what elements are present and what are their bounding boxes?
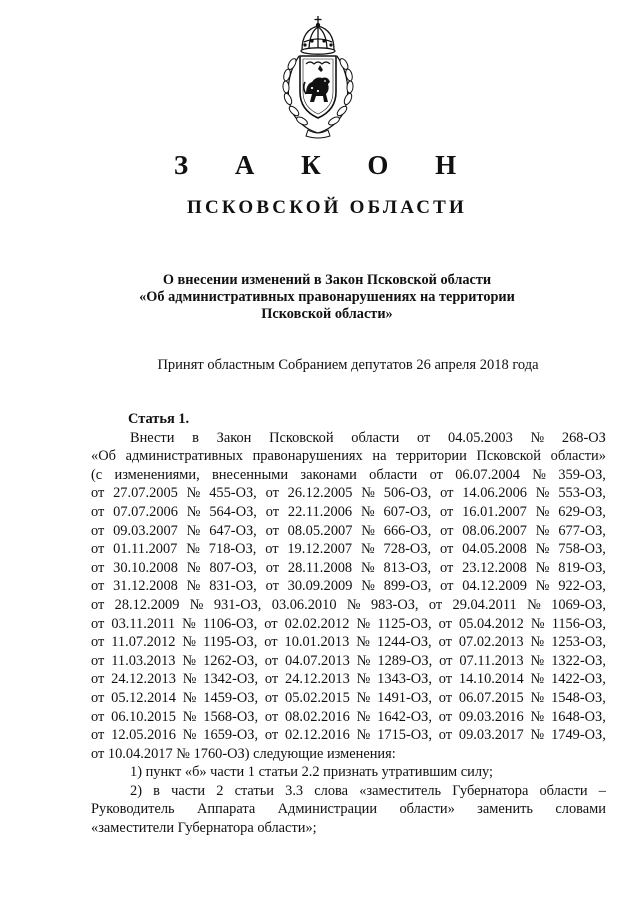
word: №	[535, 559, 550, 576]
word: 1648-ОЗ,	[551, 708, 606, 725]
word: «заместитель	[359, 782, 442, 799]
word: Внести	[130, 429, 175, 446]
word: 1289-ОЗ,	[377, 652, 433, 669]
word: 02.02.2012	[284, 615, 350, 632]
word: №	[186, 541, 200, 558]
text-line	[91, 633, 606, 652]
word: Закон	[216, 429, 252, 446]
word: от	[91, 634, 105, 651]
word: 629-ОЗ,	[558, 503, 606, 520]
word: 08.06.2007	[462, 522, 527, 539]
word: 1069-ОЗ,	[551, 596, 606, 613]
word: 09.03.2016	[458, 708, 524, 725]
word: №	[360, 503, 375, 520]
word: в	[192, 429, 199, 446]
word: 647-ОЗ,	[209, 522, 257, 539]
item-2-text-line: «заместители Губернатора области»;	[91, 820, 317, 837]
word: №	[186, 578, 201, 595]
word: Губернатора	[452, 782, 529, 799]
word: 24.12.2013	[285, 671, 350, 688]
word: изменениями,	[114, 466, 200, 483]
word: 11.03.2013	[111, 652, 176, 669]
word: №	[356, 634, 370, 651]
word: от	[439, 559, 454, 576]
word: 2)	[130, 782, 142, 799]
text-line	[91, 466, 606, 485]
word: «Об	[91, 448, 116, 465]
word: в	[153, 782, 160, 799]
word: 07.02.2013	[458, 634, 524, 651]
word: 666-ОЗ,	[383, 522, 432, 539]
word: от	[265, 559, 280, 576]
text-line	[91, 484, 606, 503]
word: 1491-ОЗ,	[377, 689, 432, 706]
word: 1195-ОЗ,	[203, 634, 258, 651]
word: от	[440, 522, 454, 539]
word: 08.05.2007	[287, 522, 353, 539]
word: 553-ОЗ,	[558, 485, 606, 502]
word: 359-ОЗ,	[558, 466, 606, 483]
word: №	[361, 485, 375, 502]
word: 455-ОЗ,	[209, 485, 257, 502]
word: от	[91, 578, 105, 595]
word: от	[438, 671, 453, 688]
word: от	[438, 615, 452, 632]
text-line	[91, 559, 606, 578]
word: Псковской	[476, 448, 541, 465]
word: 04.07.2013	[285, 652, 350, 669]
word: 1548-ОЗ,	[551, 689, 606, 706]
item-2-text	[91, 782, 606, 819]
text-line	[91, 782, 606, 801]
word: 1343-ОЗ,	[377, 671, 432, 688]
word: 10.01.2013	[284, 634, 350, 651]
word: 1262-ОЗ,	[203, 652, 258, 669]
word: №	[532, 466, 546, 483]
word: (с	[91, 466, 103, 483]
word: от	[438, 689, 453, 706]
word: №	[182, 708, 197, 725]
word: области	[351, 429, 400, 446]
word: 268-ОЗ	[561, 429, 606, 446]
word: №	[535, 503, 550, 520]
word: статьи	[234, 782, 274, 799]
word: №	[361, 522, 375, 539]
text-line	[91, 596, 606, 615]
word: №	[356, 652, 371, 669]
text-line	[91, 447, 606, 466]
word: от	[91, 671, 105, 688]
word: 02.12.2016	[285, 727, 350, 744]
word: области	[539, 782, 588, 799]
word: Аппарата	[196, 801, 256, 818]
word: 07.07.2006	[113, 503, 178, 520]
word: №	[356, 708, 371, 725]
word: от	[264, 652, 279, 669]
word: от	[264, 689, 279, 706]
word: 983-ОЗ,	[370, 596, 419, 613]
text-line	[91, 503, 606, 522]
word: 564-ОЗ,	[209, 503, 257, 520]
word: №	[182, 634, 197, 651]
word: от	[428, 596, 443, 613]
word: 06.07.2004	[455, 466, 520, 483]
word: 813-ОЗ,	[383, 559, 432, 576]
text-line	[91, 540, 606, 559]
word: от	[438, 727, 453, 744]
word: 22.11.2006	[287, 503, 353, 520]
word: 506-ОЗ,	[383, 485, 432, 502]
word: 1659-ОЗ,	[203, 727, 259, 744]
word: 04.05.2008	[462, 541, 527, 558]
word: 16.01.2007	[462, 503, 527, 520]
word: от	[91, 503, 105, 520]
word: от	[265, 541, 279, 558]
text-line	[91, 652, 606, 671]
word: от	[265, 485, 279, 502]
word: от	[91, 727, 105, 744]
word: 24.12.2013	[111, 671, 176, 688]
word: от	[439, 503, 454, 520]
word: 05.12.2014	[111, 689, 176, 706]
word: №	[535, 541, 550, 558]
word: 2	[216, 782, 224, 799]
word: №	[356, 671, 371, 688]
word: №	[530, 671, 545, 688]
text-line	[91, 708, 606, 727]
word: 07.11.2013	[459, 652, 524, 669]
word: 922-ОЗ,	[558, 578, 606, 595]
word: №	[535, 578, 550, 595]
word: 08.02.2016	[285, 708, 350, 725]
word: законами	[300, 466, 357, 483]
word: 01.11.2007	[113, 541, 178, 558]
word: №	[182, 671, 197, 688]
word: №	[530, 689, 545, 706]
word: 11.07.2012	[111, 634, 176, 651]
word: 1253-ОЗ,	[551, 634, 606, 651]
word: 04.12.2009	[462, 578, 527, 595]
adoption-note: Принят областным Собранием депутатов 26 апреля 2018 года	[157, 357, 539, 373]
word: 819-ОЗ,	[558, 559, 606, 576]
article-body	[91, 410, 606, 838]
word: №	[527, 596, 541, 613]
coat-of-arms-icon	[268, 12, 368, 140]
word: заменить	[477, 801, 533, 818]
word: №	[186, 503, 201, 520]
text-line	[91, 726, 606, 745]
word: 831-ОЗ,	[209, 578, 257, 595]
word: от	[264, 671, 279, 688]
word: 30.10.2008	[113, 559, 178, 576]
word: части	[171, 782, 206, 799]
word: 12.05.2016	[111, 727, 176, 744]
word: 758-ОЗ,	[558, 541, 606, 558]
word: от	[91, 708, 105, 725]
word: от	[438, 708, 453, 725]
word: №	[360, 559, 375, 576]
word: №	[530, 615, 545, 632]
word: 1156-ОЗ,	[551, 615, 606, 632]
word: от	[440, 578, 454, 595]
text-line	[91, 800, 606, 819]
word: области»	[550, 448, 606, 465]
word: 06.10.2015	[111, 708, 176, 725]
item-1-text: 1) пункт «б» части 1 статьи 2.2 признать утратившим силу;	[130, 764, 494, 781]
word: правонарушениях	[252, 448, 363, 465]
word: 1322-ОЗ,	[551, 652, 606, 669]
word: 03.06.2010	[271, 596, 337, 613]
word: территории	[396, 448, 467, 465]
word: от	[429, 466, 443, 483]
word: от	[91, 652, 105, 669]
word: от	[417, 429, 431, 446]
word: №	[530, 429, 545, 446]
word: 30.09.2009	[287, 578, 353, 595]
word: 728-ОЗ,	[383, 541, 432, 558]
word: 05.02.2015	[285, 689, 350, 706]
word: 19.12.2007	[287, 541, 353, 558]
word: 718-ОЗ,	[208, 541, 257, 558]
word: 807-ОЗ,	[209, 559, 257, 576]
word: №	[360, 541, 375, 558]
article-text	[91, 429, 606, 745]
word: 1244-ОЗ,	[376, 634, 432, 651]
word: 09.03.2007	[113, 522, 178, 539]
document-type-title: З А К О Н	[173, 150, 477, 180]
word: Администрации	[277, 801, 378, 818]
text-line	[91, 522, 606, 541]
word: №	[189, 596, 204, 613]
word: 1459-ОЗ,	[203, 689, 259, 706]
law-name-line: О внесении изменений в Закон Псковской области	[162, 272, 492, 288]
word: №	[530, 727, 545, 744]
word: области	[369, 466, 418, 483]
word: от	[91, 522, 105, 539]
law-name	[120, 272, 534, 323]
word: от	[438, 634, 452, 651]
word: от	[440, 485, 454, 502]
word: 14.06.2006	[462, 485, 527, 502]
word: 03.11.2011	[111, 615, 176, 632]
word: области»	[399, 801, 455, 818]
word: от	[91, 689, 105, 706]
word: 05.04.2012	[459, 615, 524, 632]
word: от	[439, 541, 454, 558]
word: 1125-ОЗ,	[377, 615, 432, 632]
word: 607-ОЗ,	[383, 503, 432, 520]
word: от	[439, 652, 453, 669]
text-line	[91, 689, 606, 708]
law-name-line: Псковской области»	[261, 306, 393, 322]
word: от	[91, 485, 105, 502]
word: 28.11.2008	[287, 559, 353, 576]
word: №	[186, 522, 201, 539]
word: Руководитель	[91, 801, 175, 818]
region-subtitle: ПСКОВСКОЙ ОБЛАСТИ	[187, 197, 467, 218]
word: от	[264, 634, 278, 651]
word: 1642-ОЗ,	[377, 708, 432, 725]
word: 29.04.2011	[452, 596, 517, 613]
word: 26.12.2005	[287, 485, 353, 502]
law-name-line: «Об административных правонарушениях на территории	[139, 289, 515, 305]
word: внесенными	[212, 466, 289, 483]
word: 931-ОЗ,	[213, 596, 262, 613]
word: №	[182, 615, 196, 632]
word: на	[372, 448, 387, 465]
word: №	[535, 522, 550, 539]
word: №	[356, 615, 371, 632]
word: №	[356, 689, 371, 706]
word: 09.03.2017	[458, 727, 524, 744]
word: –	[598, 782, 606, 799]
word: №	[182, 689, 197, 706]
word: №	[530, 634, 545, 651]
word: 28.12.2009	[114, 596, 180, 613]
word: административных	[125, 448, 243, 465]
word: 04.05.2003	[448, 429, 513, 446]
word: №	[182, 652, 197, 669]
word: №	[361, 578, 375, 595]
word: №	[356, 727, 371, 744]
word: 899-ОЗ,	[383, 578, 432, 595]
word: от	[264, 615, 278, 632]
text-line	[91, 577, 606, 596]
word: №	[530, 652, 545, 669]
word: 3.3	[285, 782, 304, 799]
word: 31.12.2008	[113, 578, 178, 595]
word: 06.07.2015	[458, 689, 524, 706]
article-text-line: от 10.04.2017 № 1760-ОЗ) следующие изменения:	[91, 745, 396, 762]
word: 1749-ОЗ,	[551, 727, 606, 744]
word: №	[535, 485, 550, 502]
word: от	[265, 578, 279, 595]
word: Псковской	[269, 429, 334, 446]
word: 677-ОЗ,	[558, 522, 606, 539]
word: от	[91, 596, 105, 613]
word: 23.12.2008	[462, 559, 527, 576]
word: 27.07.2005	[113, 485, 178, 502]
word: №	[186, 485, 201, 502]
word: 1422-ОЗ,	[551, 671, 606, 688]
text-line	[91, 429, 606, 448]
word: от	[265, 503, 280, 520]
article-heading: Статья 1.	[128, 411, 190, 427]
text-line	[91, 615, 606, 634]
word: от	[91, 615, 105, 632]
word: от	[264, 708, 279, 725]
text-line	[91, 670, 606, 689]
word: 14.10.2014	[458, 671, 524, 688]
word: 1342-ОЗ,	[203, 671, 259, 688]
word: от	[265, 522, 279, 539]
word: 1106-ОЗ,	[202, 615, 258, 632]
word: от	[91, 559, 105, 576]
word: №	[346, 596, 361, 613]
word: от	[264, 727, 279, 744]
word: 1568-ОЗ,	[203, 708, 259, 725]
word: от	[91, 541, 105, 558]
word: №	[530, 708, 545, 725]
word: №	[186, 559, 201, 576]
word: №	[182, 727, 197, 744]
word: словами	[555, 801, 606, 818]
word: 1715-ОЗ,	[377, 727, 432, 744]
word: слова	[314, 782, 349, 799]
